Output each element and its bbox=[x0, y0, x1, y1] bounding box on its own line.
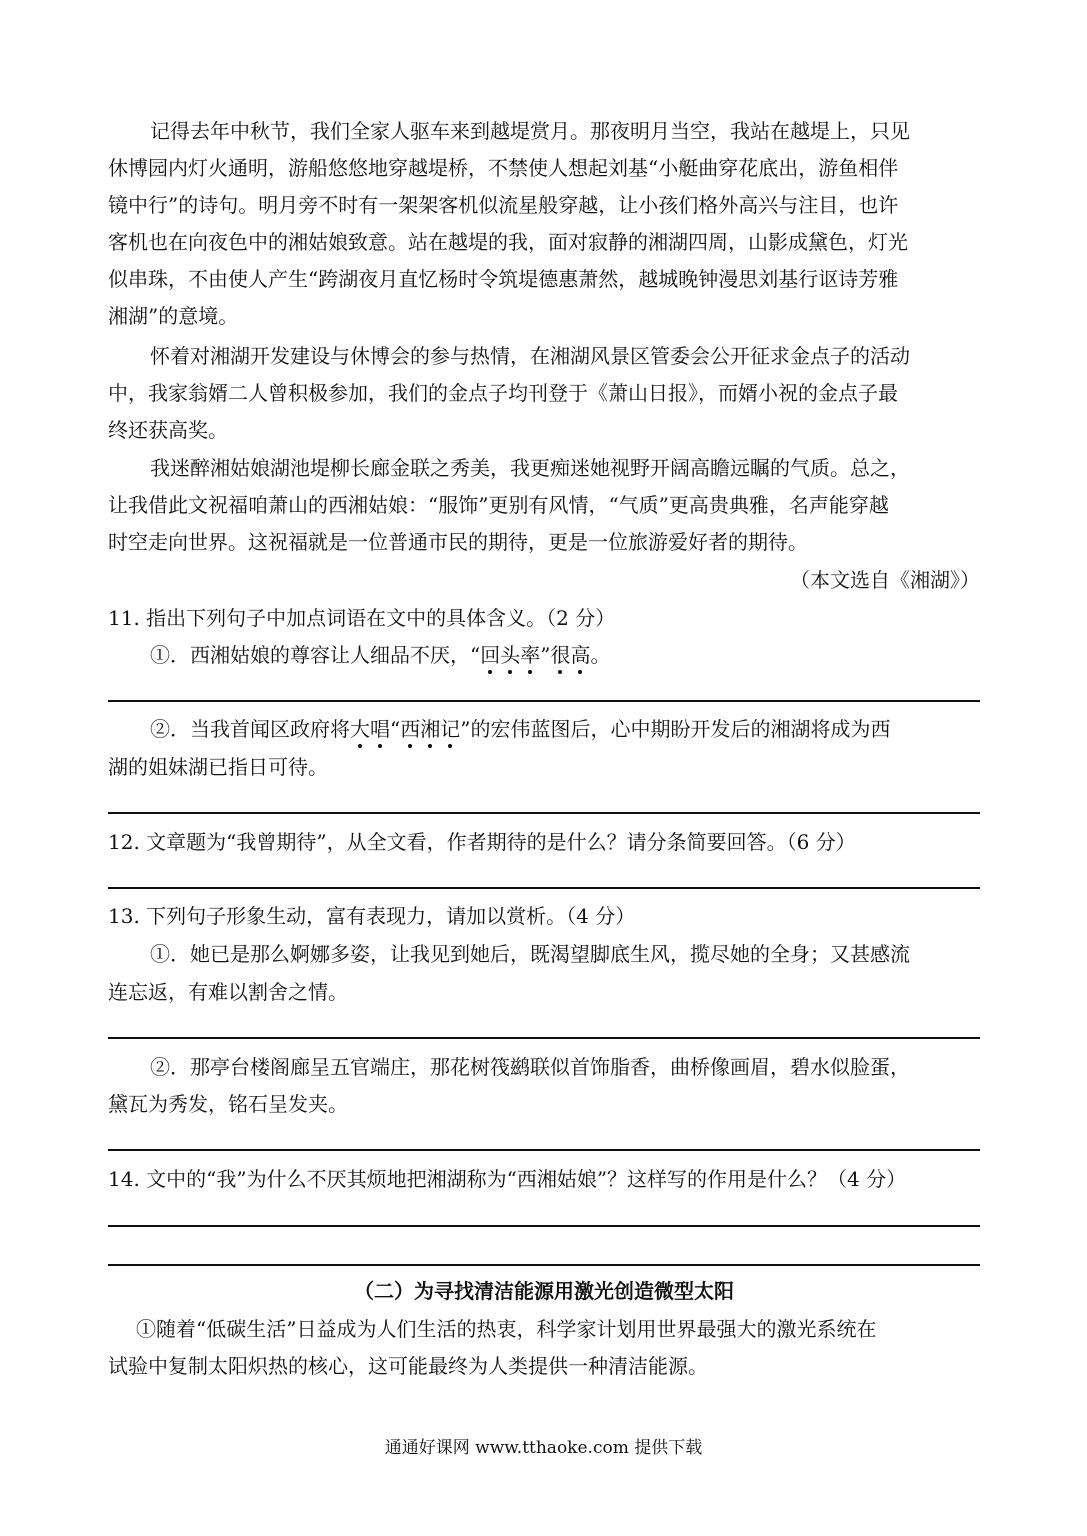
section-2-p1-line: ①随着“低碳生活”日益成为人们生活的热衷，科学家计划用世界最强大的激光系统在 bbox=[136, 1317, 877, 1341]
question-11-item-1 bbox=[150, 640, 980, 670]
answer-line bbox=[108, 700, 980, 702]
question-11-item-2-text: ②．当我首闻区政府将 bbox=[150, 717, 350, 741]
question-11-stem: 11. 指出下列句子中加点词语在文中的具体含义。（2 分） bbox=[108, 606, 616, 630]
question-11-item-1-end: 。 bbox=[590, 643, 611, 667]
question-13-item-1: ①．她已是那么婀娜多姿，让我见到她后，既渴望脚底生风，揽尽她的全身；又甚感流 bbox=[150, 942, 910, 966]
answer-line bbox=[108, 887, 980, 889]
essay-p1-line: 镜中行”的诗句。明月旁不时有一架架客机似流星般穿越，让小孩们格外高兴与注目，也许 bbox=[108, 193, 899, 217]
dotted-char: 率 bbox=[520, 640, 540, 670]
section-2-p1-line: 试验中复制太阳炽热的核心，这可能最终为人类提供一种清洁能源。 bbox=[108, 1354, 708, 1378]
dotted-char: 很 bbox=[550, 640, 570, 670]
dotted-char: 西 bbox=[400, 714, 420, 744]
dotted-char: 大 bbox=[350, 714, 370, 744]
essay-p2-line: 中，我家翁婿二人曾积极参加，我们的金点子均刊登于《萧山日报》，而婿小祝的金点子最 bbox=[108, 381, 898, 405]
dotted-char: 高 bbox=[570, 640, 590, 670]
essay-p1-line: 似串珠，不由使人产生“跨湖夜月直忆杨时令筑堤德惠萧然，越城晚钟漫思刘基行讴诗芳雅 bbox=[108, 267, 899, 291]
question-13-item-2-line: 黛瓦为秀发，铭石呈发夹。 bbox=[108, 1092, 348, 1116]
dotted-char: 唱 bbox=[370, 714, 390, 744]
essay-p3-line: 让我借此文祝福咱萧山的西湘姑娘：“服饰”更别有风情，“气质”更高贵典雅，名声能穿越 bbox=[108, 493, 889, 517]
dotted-char: 头 bbox=[500, 640, 520, 670]
dotted-char: “ bbox=[390, 717, 401, 741]
question-11-item-1-text: ①．西湘姑娘的尊容让人细品不厌，“ bbox=[150, 643, 481, 667]
answer-line bbox=[108, 1225, 980, 1227]
dotted-char: 回 bbox=[480, 640, 500, 670]
essay-p2-line: 怀着对湘湖开发建设与休博会的参与热情，在湘湖风景区管委会公开征求金点子的活动 bbox=[150, 344, 910, 368]
essay-p1-line: 休博园内灯火通明，游船悠悠地穿越堤桥，不禁使人想起刘基“小艇曲穿花底出，游鱼相伴 bbox=[108, 156, 899, 180]
essay-p2-line: 终还获高奖。 bbox=[108, 418, 228, 442]
question-13-item-2: ②．那亭台楼阁廊呈五官端庄，那花树筏鹚联似首饰脂香，曲桥像画眉，碧水似脸蛋， bbox=[150, 1055, 910, 1079]
essay-p1-line: 记得去年中秋节，我们全家人驱车来到越堤赏月。那夜明月当空，我站在越堤上，只见 bbox=[150, 119, 910, 143]
answer-line bbox=[108, 1037, 980, 1039]
question-12-stem: 12. 文章题为“我曾期待”，从全文看，作者期待的是什么？请分条简要回答。（6 分） bbox=[108, 830, 856, 854]
question-14-stem: 14. 文中的“我”为什么不厌其烦地把湘湖称为“西湘姑娘”？这样写的作用是什么？（4 分） bbox=[108, 1167, 907, 1191]
essay-p1-line: 湘湖”的意境。 bbox=[108, 304, 239, 328]
essay-p3-line: 时空走向世界。这祝福就是一位普通市民的期待，更是一位旅游爱好者的期待。 bbox=[108, 530, 808, 554]
dotted-phrase bbox=[350, 717, 460, 741]
question-13-item-1-line: 连忘返，有难以割舍之情。 bbox=[108, 980, 348, 1004]
dotted-char: 记 bbox=[440, 714, 460, 744]
essay-source: （本文选自《湘湖》） bbox=[790, 568, 980, 592]
dotted-char: 湘 bbox=[420, 714, 440, 744]
question-11-item-2-rest: ”的宏伟蓝图后，心中期盼开发后的湘湖将成为西 bbox=[460, 717, 891, 741]
question-11-item-2-line: 湖的姐妹湖已指日可待。 bbox=[108, 755, 328, 779]
section-2-title: （二）为寻找清洁能源用激光创造微型太阳 bbox=[354, 1279, 734, 1303]
question-13-stem: 13. 下列句子形象生动，富有表现力，请加以赏析。（4 分） bbox=[108, 904, 636, 928]
essay-p3-line: 我迷醉湘姑娘湖池堤柳长廊金联之秀美，我更痴迷她视野开阔高瞻远瞩的气质。总之， bbox=[150, 456, 910, 480]
essay-p1-line: 客机也在向夜色中的湘姑娘致意。站在越堤的我，面对寂静的湘湖四周，山影成黛色，灯光 bbox=[108, 230, 908, 254]
page-footer: 通通好课网 www.tthaoke.com 提供下载 bbox=[384, 1438, 703, 1458]
answer-line bbox=[108, 812, 980, 814]
dotted-phrase bbox=[480, 643, 590, 667]
answer-line bbox=[108, 1149, 980, 1151]
answer-line bbox=[108, 1264, 980, 1266]
question-11-item-2 bbox=[150, 714, 980, 744]
dotted-char: ” bbox=[540, 643, 551, 667]
